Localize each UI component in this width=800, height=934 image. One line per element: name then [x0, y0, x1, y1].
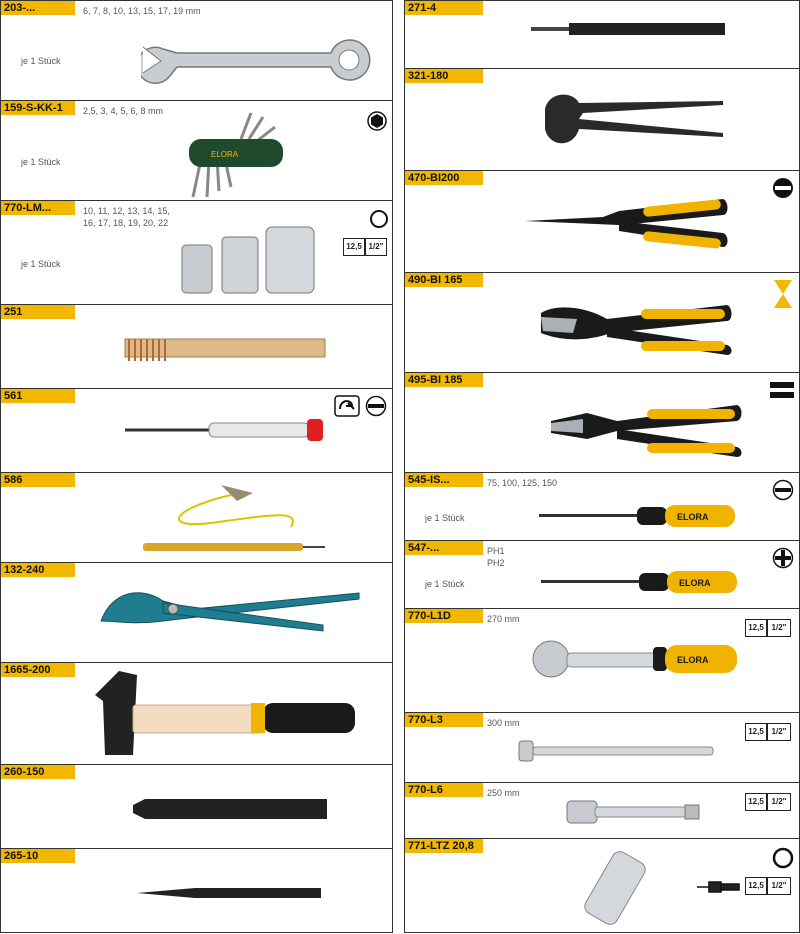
item-quantity: je 1 Stück: [425, 579, 465, 589]
spark-plug-socket-icon: [571, 849, 661, 925]
tool-row-hammer: [1, 663, 392, 765]
cutter-tip-icon: [773, 279, 793, 309]
ratchet-icon: [527, 637, 741, 683]
tool-row-center-punch: [1, 849, 392, 934]
drive-size-badge: 12,5: [745, 619, 767, 637]
item-code: 586: [1, 473, 75, 487]
circuit-tester-icon: [141, 479, 331, 559]
item-code: 490-BI 165: [405, 273, 483, 287]
tool-row-end-cutting-pincers: [405, 69, 799, 171]
wire-brush-icon: [123, 335, 329, 365]
hammer-icon: [93, 671, 363, 761]
hex-key-set-icon: [181, 109, 291, 199]
drive-inch-badge: 1/2": [767, 877, 791, 895]
tool-row-hex-key-set: [1, 101, 392, 201]
extension-bar-icon: [565, 797, 705, 827]
item-spec: 6, 7, 8, 10, 13, 15, 17, 19 mm: [83, 6, 201, 16]
t-handle-icon: [513, 737, 717, 767]
pin-punch-icon: [529, 19, 729, 39]
phillips-tip-icon: [772, 547, 794, 569]
drive-size-badge: 12,5: [343, 238, 365, 256]
tool-row-circuit-tester: [1, 473, 392, 563]
item-code: 265-10: [1, 849, 75, 863]
item-code: 271-4: [405, 1, 483, 15]
end-cutting-pincers-icon: [543, 89, 729, 151]
item-code: 770-L6: [405, 783, 483, 797]
tool-row-spark-plug-socket: [405, 839, 799, 934]
round-drive-icon: [369, 209, 389, 229]
item-quantity: je 1 Stück: [21, 157, 61, 167]
tool-row-pin-punch: [405, 1, 799, 69]
item-code: 770-L1D: [405, 609, 483, 623]
tool-row-water-pump-pliers: [1, 563, 392, 663]
diagonal-cutter-icon: [537, 293, 737, 357]
item-code: 470-BI200: [405, 171, 483, 185]
item-code: 159-S-KK-1: [1, 101, 75, 115]
combination-pliers-icon: [547, 395, 747, 459]
tool-row-phillips-screwdriver: [405, 541, 799, 609]
tool-row-combination-wrench: [1, 1, 392, 101]
item-spec: 270 mm: [487, 614, 520, 624]
item-code: 321-180: [405, 69, 483, 83]
item-code: 1665-200: [1, 663, 75, 677]
item-spec: 10, 11, 12, 13, 14, 15, 16, 17, 18, 19, 20, 22: [83, 206, 170, 228]
item-quantity: je 1 Stück: [21, 56, 61, 66]
item-quantity: je 1 Stück: [425, 513, 465, 523]
item-code: 561: [1, 389, 75, 403]
item-quantity: je 1 Stück: [21, 259, 61, 269]
tool-row-slotted-screwdriver: [405, 473, 799, 541]
item-code: 545-IS...: [405, 473, 483, 487]
drive-size-badge: 12,5: [745, 877, 767, 895]
drive-inch-badge: 1/2": [365, 238, 387, 256]
item-spec: 250 mm: [487, 788, 520, 798]
drive-inch-badge: 1/2": [767, 619, 791, 637]
item-code: 132-240: [1, 563, 75, 577]
item-spec: PH1 PH2: [487, 546, 505, 568]
slotted-tip-icon: [772, 479, 794, 501]
tool-row-t-handle: [405, 713, 799, 783]
sockets-icon: [176, 225, 326, 299]
item-spec: 2,5, 3, 4, 5, 6, 8 mm: [83, 106, 164, 116]
center-punch-icon: [135, 883, 325, 903]
hex-icon: [367, 111, 387, 131]
drive-size-badge: 12,5: [745, 793, 767, 811]
phillips-screwdriver-icon: [539, 567, 741, 597]
drive-size-badge: 12,5: [745, 723, 767, 741]
drive-inch-badge: 1/2": [767, 723, 791, 741]
combination-wrench-icon: [141, 39, 371, 87]
slotted-screwdriver-icon: [537, 501, 739, 531]
cold-chisel-icon: [131, 795, 331, 825]
item-code: 770-LM...: [1, 201, 75, 215]
tool-row-combination-pliers: [405, 373, 799, 473]
right-column: [404, 0, 800, 933]
brand-text: ELORA: [679, 578, 711, 588]
tool-row-diagonal-cutter: [405, 273, 799, 373]
drive-inch-badge: 1/2": [767, 793, 791, 811]
round-drive-icon: [772, 847, 794, 869]
tool-row-sockets: [1, 201, 392, 305]
item-code: 203-...: [1, 1, 75, 15]
tool-row-wire-brush: [1, 305, 392, 389]
item-code: 771-LTZ 20,8: [405, 839, 483, 853]
spark-plug-icon: [695, 879, 741, 895]
item-code: 495-BI 185: [405, 373, 483, 387]
item-spec: 75, 100, 125, 150: [487, 478, 558, 488]
item-code: 770-L3: [405, 713, 483, 727]
flat-tip-icon: [769, 381, 795, 399]
slotted-tip-icon: [772, 177, 794, 199]
water-pump-pliers-icon: [93, 581, 363, 643]
brand-text: ELORA: [677, 512, 709, 522]
tool-row-voltage-tester: [1, 389, 392, 473]
long-nose-pliers-icon: [523, 191, 733, 251]
voltage-icon: [334, 395, 360, 417]
brand-text: ELORA: [677, 655, 709, 665]
item-spec: 300 mm: [487, 718, 520, 728]
item-code: 260-150: [1, 765, 75, 779]
voltage-tester-icon: [121, 415, 331, 445]
tool-row-cold-chisel: [1, 765, 392, 849]
tool-row-extension-bar: [405, 783, 799, 839]
left-column: [0, 0, 393, 933]
svg-text:ELORA: ELORA: [211, 150, 239, 159]
tool-row-long-nose-pliers: [405, 171, 799, 273]
tool-row-ratchet: [405, 609, 799, 713]
item-code: 547-...: [405, 541, 483, 555]
slotted-tip-icon: [365, 395, 387, 417]
item-code: 251: [1, 305, 75, 319]
